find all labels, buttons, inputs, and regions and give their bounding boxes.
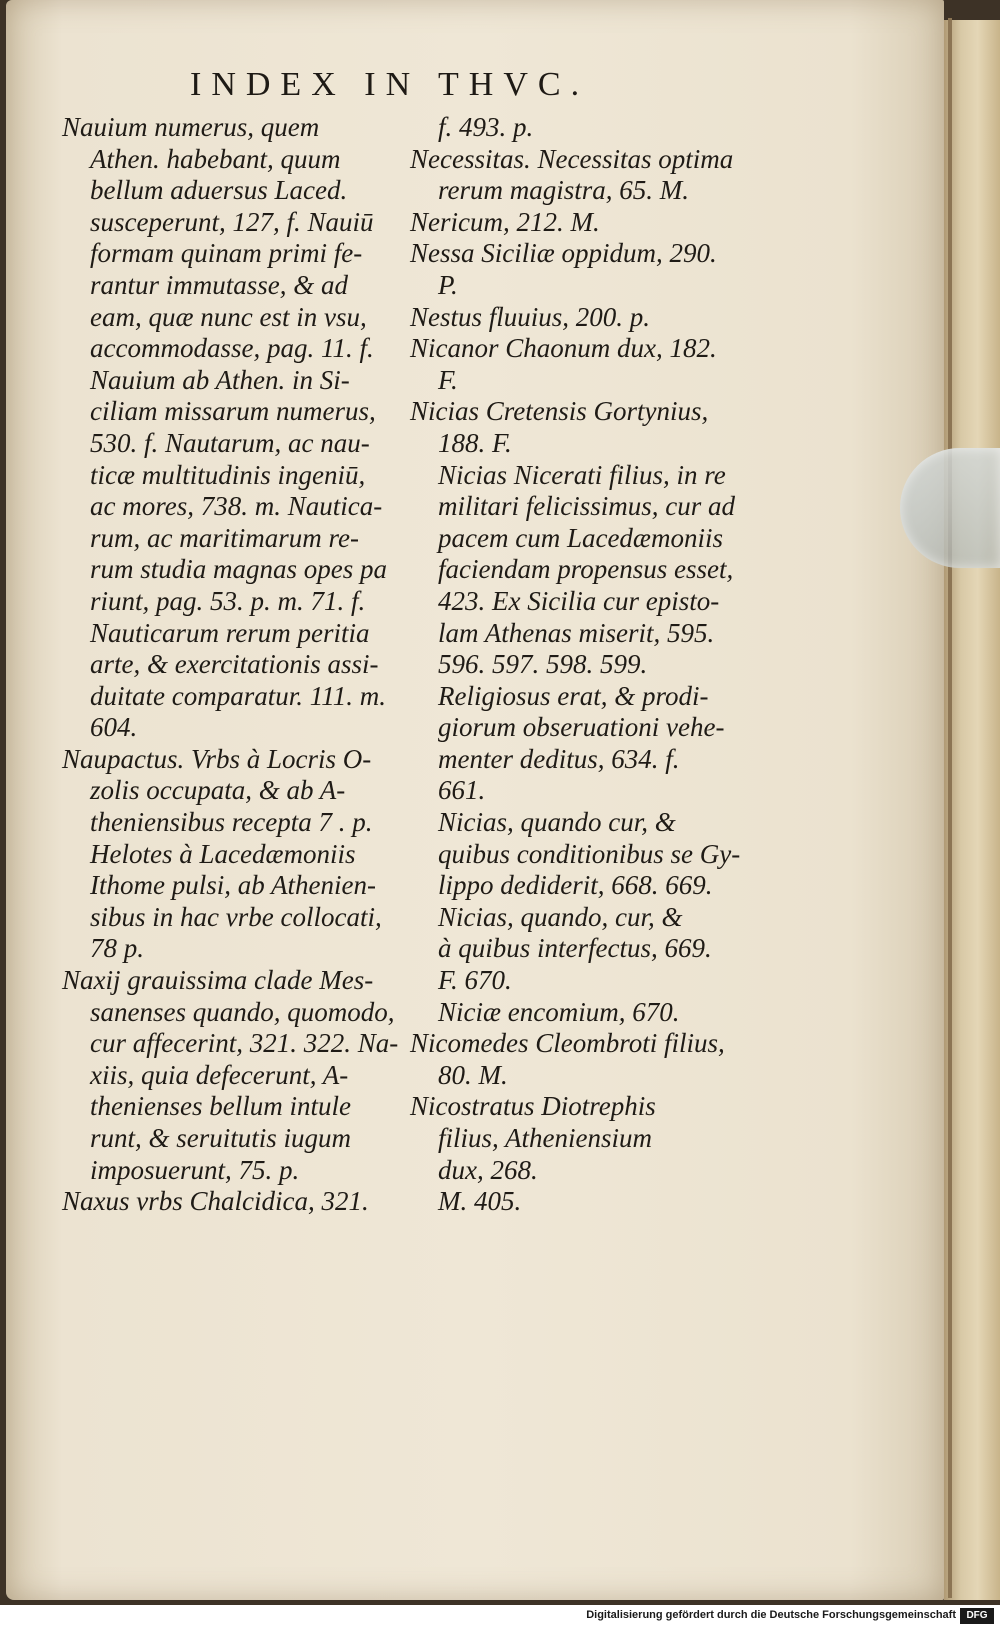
index-line: lippo dediderit, 668. 669. (438, 870, 713, 901)
index-line: 423. Ex Sicilia cur episto- (438, 585, 720, 616)
index-line: rum studia magnas opes pa (90, 554, 388, 585)
index-line: pacem cum Lacedæmoniis (438, 522, 723, 553)
index-line: rantur immutasse, & ad (90, 269, 349, 300)
index-line: dux, 268. (438, 1154, 538, 1185)
index-line: Necessitas. Necessitas optima (410, 143, 734, 174)
index-line: Nicias, quando cur, & (438, 807, 676, 838)
index-line: Nauium numerus, quem (62, 112, 320, 142)
index-line: M. 405. (438, 1186, 522, 1217)
index-line: Naxus vrbs Chalcidica, 321. (62, 1186, 369, 1217)
page-edge-line (948, 18, 952, 1598)
index-line: Naxij grauissima clade Mes- (62, 965, 374, 996)
index-line: 188. F. (438, 427, 512, 458)
index-line: 661. (438, 775, 486, 806)
index-line: à quibus interfectus, 669. (438, 933, 712, 964)
index-line: Ithome pulsi, ab Athenien- (90, 870, 376, 901)
index-line: P. (438, 269, 458, 300)
index-line: F. (438, 364, 458, 395)
index-line: faciendam propensus esset, (438, 554, 734, 585)
index-line: zolis occupata, & ab A- (90, 775, 346, 806)
index-line: Religiosus erat, & prodi- (438, 680, 709, 711)
index-line: F. 670. (438, 965, 512, 996)
index-line: 530. f. Nautarum, ac nau- (90, 427, 370, 458)
digitization-footer (0, 1606, 1000, 1627)
index-line: formam quinam primi fe- (90, 238, 363, 269)
index-line: 604. (90, 712, 138, 743)
index-line: thenienses bellum intule (90, 1091, 351, 1122)
index-line: giorum obseruationi vehe- (438, 712, 725, 743)
index-line: eam, quæ nunc est in vsu, (90, 301, 367, 332)
index-line: Nericum, 212. M. (410, 206, 600, 237)
index-line: cur affecerint, 321. 322. Na- (90, 1028, 399, 1059)
index-line: 596. 597. 598. 599. (438, 649, 648, 680)
index-line: xiis, quia defecerunt, A- (90, 1059, 349, 1090)
index-line: imposuerunt, 75. p. (90, 1154, 300, 1185)
index-line: ciliam missarum numerus, (90, 396, 376, 427)
index-line: 78 p. (90, 933, 144, 964)
index-line: theniensibus recepta 7 . p. (90, 807, 373, 838)
index-line: Nauticarum rerum peritia (90, 617, 370, 648)
index-line: Naupactus. Vrbs à Locris O- (62, 743, 372, 774)
index-line: ac mores, 738. m. Nautica- (90, 491, 383, 522)
page-edge (944, 20, 1000, 1600)
index-line: Athen. habebant, quum (90, 143, 341, 174)
index-line: susceperunt, 127, f. Nauiū (90, 206, 374, 237)
running-header: INDEX IN THVC. (190, 66, 590, 103)
index-line: duitate comparatur. 111. m. (90, 680, 386, 711)
index-line: Nicostratus Diotrephis (410, 1091, 656, 1122)
index-line: quibus conditionibus se Gy- (438, 838, 741, 869)
index-line: Nicias Nicerati filius, in re (438, 459, 726, 490)
index-line: Nicias, quando, cur, & (438, 901, 683, 932)
dfg-logo: DFG (960, 1608, 994, 1624)
index-line: accommodasse, pag. 11. f. (90, 333, 374, 364)
index-line: menter deditus, 634. f. (438, 743, 680, 774)
index-line: bellum aduersus Laced. (90, 175, 348, 206)
index-column-left (62, 112, 407, 1218)
index-line: Nauium ab Athen. in Si- (90, 364, 350, 395)
index-line: runt, & seruitutis iugum (90, 1123, 352, 1153)
index-line: Niciæ encomium, 670. (438, 996, 680, 1027)
funding-notice: Digitalisierung gefördert durch die Deutsche Forschungsgemeinschaft (586, 1609, 956, 1621)
index-line: f. 493. p. (438, 112, 534, 142)
index-line: militari felicissimus, cur ad (438, 491, 735, 522)
index-line: rum, ac maritimarum re- (90, 522, 359, 553)
index-line: filius, Atheniensium (438, 1123, 652, 1153)
index-line: Nicanor Chaonum dux, 182. (410, 333, 717, 364)
index-column-right (410, 112, 760, 1218)
index-line: sanenses quando, quomodo, (90, 996, 395, 1027)
index-line: Nicomedes Cleombroti filius, (410, 1028, 725, 1059)
index-line: Nestus fluuius, 200. p. (410, 301, 651, 332)
index-line: riunt, pag. 53. p. m. 71. f. (90, 585, 366, 616)
index-line: ticæ multitudinis ingeniū, (90, 459, 366, 490)
index-line: rerum magistra, 65. M. (438, 175, 690, 206)
index-line: 80. M. (438, 1059, 508, 1090)
index-line: Nicias Cretensis Gortynius, (410, 396, 709, 427)
index-line: arte, & exercitationis assi- (90, 649, 379, 680)
index-line: Helotes à Lacedæmoniis (90, 838, 356, 869)
index-line: Nessa Siciliæ oppidum, 290. (410, 238, 717, 269)
index-line: lam Athenas miserit, 595. (438, 617, 715, 648)
index-line: sibus in hac vrbe collocati, (90, 901, 382, 932)
